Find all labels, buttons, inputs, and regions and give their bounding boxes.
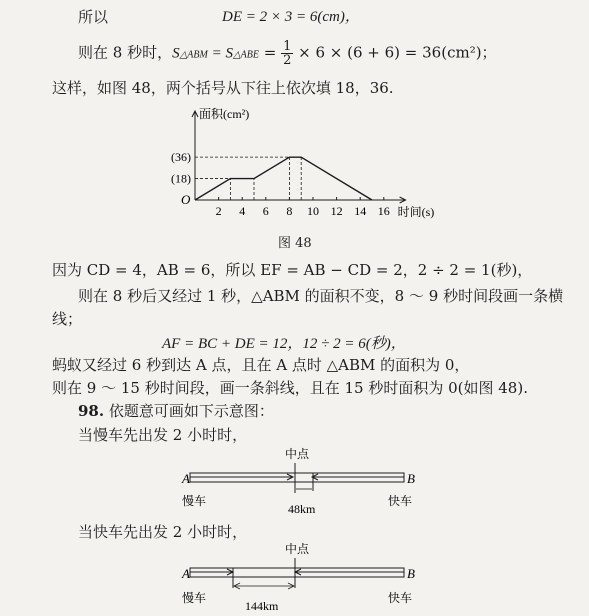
fast-car-label: 快车: [388, 494, 413, 508]
road-diagram-slow-first: [170, 445, 430, 520]
subscript: △ABE: [232, 49, 259, 61]
point-b-label: B: [407, 566, 415, 581]
text: =: [258, 43, 282, 62]
denominator: 2: [283, 53, 292, 68]
text-line: 当慢车先出发 2 小时时，: [78, 426, 248, 444]
area-time-chart: [160, 103, 450, 233]
equation-de: DE = 2 × 3 = 6(cm)，: [222, 9, 360, 25]
text: = S: [207, 45, 233, 62]
point-b-label: B: [407, 471, 415, 486]
y-tick-label: (18): [171, 171, 191, 186]
x-tick-label: 4: [239, 204, 246, 218]
midpoint-label: 中点: [285, 447, 310, 461]
text-line: [78, 7, 108, 27]
text-line: 则在 8 秒后又经过 1 秒，△ABM 的面积不变，8 ～ 9 秒时间段画一条横: [78, 287, 564, 305]
x-tick-label: 8: [286, 204, 293, 218]
fraction: [281, 40, 293, 67]
text-line: 蚂蚁又经过 6 秒到达 A 点，且在 A 点时 △ABM 的面积为 0，: [52, 356, 470, 374]
distance-label: 144km: [245, 599, 279, 613]
problem-number: 98.: [78, 402, 105, 420]
x-tick-label: 14: [354, 204, 367, 218]
x-tick-label: 16: [377, 204, 390, 218]
point-a-label: A: [182, 566, 190, 581]
origin-label: O: [181, 192, 191, 207]
text: 依题意可画如下示意图：: [104, 402, 274, 420]
figure-caption: 图 48: [278, 236, 312, 251]
y-tick-label: (36): [171, 150, 191, 165]
text-line: 当快车先出发 2 小时时，: [78, 523, 248, 541]
equation-af: AF = BC + DE = 12，12 ÷ 2 = 6(秒)，: [162, 336, 406, 352]
text-line: 这样，如图 48，两个括号从下往上依次填 18，36.: [52, 79, 394, 97]
text-line: 则在 9 ～ 15 秒时间段，画一条斜线，且在 15 秒时面积为 0(如图 48).: [52, 379, 528, 397]
x-tick-label: 6: [262, 204, 269, 218]
x-axis-label: 时间(s): [397, 205, 435, 219]
numerator: 1: [283, 39, 292, 54]
problem-heading: [78, 401, 274, 421]
slow-car-label: 慢车: [182, 494, 207, 508]
subscript: △ABM: [179, 49, 208, 61]
text: 所以: [78, 8, 109, 26]
text: × 6 × (6 + 6) = 36(cm²)；: [293, 43, 497, 62]
distance-label: 48km: [288, 502, 316, 516]
x-tick-label: 10: [307, 204, 319, 218]
fast-car-label: 快车: [388, 591, 413, 605]
text: 则在 8 秒时，: [78, 43, 173, 62]
road-diagram-fast-first: [170, 540, 430, 616]
midpoint-label: 中点: [285, 542, 310, 556]
x-tick-label: 2: [215, 204, 222, 218]
text: S: [172, 45, 180, 62]
x-tick-label: 12: [330, 204, 343, 218]
point-a-label: A: [182, 471, 190, 486]
equation-area-8s: [78, 40, 497, 67]
text-line: 线；: [52, 310, 83, 328]
y-axis-label: 面积(cm²): [199, 107, 250, 121]
text-line: 因为 CD = 4，AB = 6，所以 EF = AB − CD = 2，2 ÷ 2 = 1(秒)，: [52, 261, 533, 279]
slow-car-label: 慢车: [182, 591, 207, 605]
